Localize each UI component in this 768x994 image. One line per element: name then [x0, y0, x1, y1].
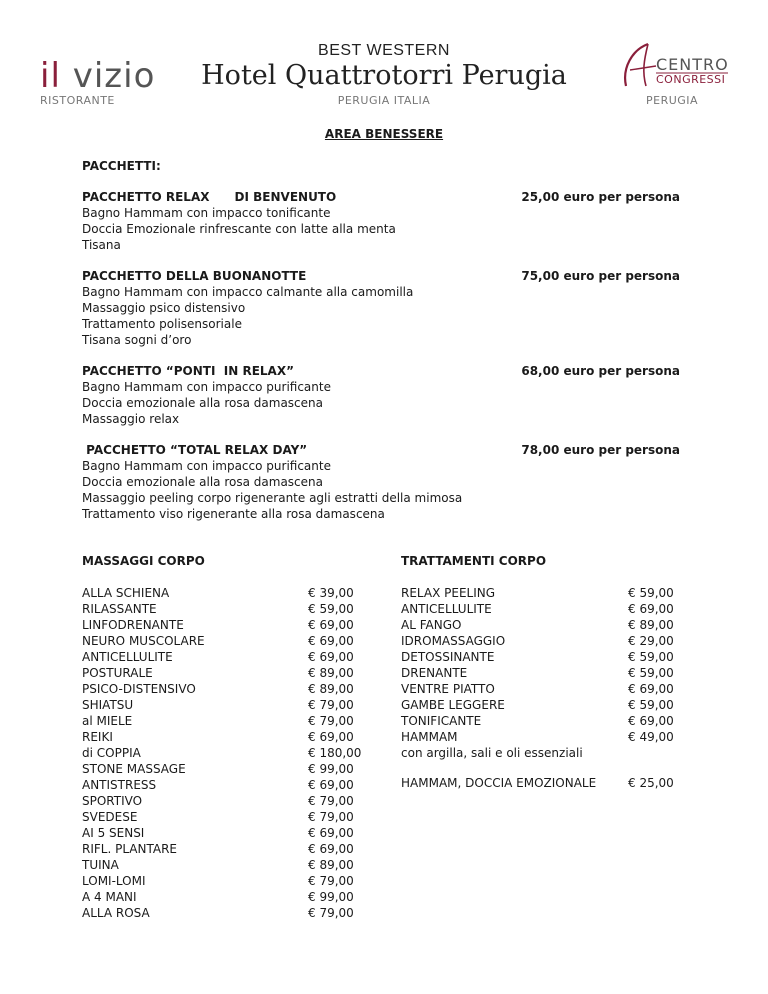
list-item: RELAX PEELING [401, 586, 496, 600]
list-item-price: € 89,00 [308, 858, 354, 872]
list-item: STONE MASSAGE [82, 762, 186, 776]
package-line: Doccia emozionale alla rosa damascena [82, 396, 323, 410]
list-item-price: € 69,00 [628, 602, 674, 616]
list-item-price: € 99,00 [308, 762, 354, 776]
list-item: AI 5 SENSI [82, 826, 145, 840]
list-item: TONIFICANTE [401, 714, 482, 728]
list-item-price: € 89,00 [308, 682, 354, 696]
package-line: Tisana sogni d’oro [82, 333, 192, 347]
trattamenti-heading: TRATTAMENTI CORPO [401, 554, 547, 568]
package-line: Trattamento viso rigenerante alla rosa damascena [82, 507, 385, 521]
logo-word: vizio [72, 56, 156, 96]
list-item: al MIELE [82, 714, 133, 728]
list-item-price: € 69,00 [308, 730, 354, 744]
list-item: A 4 MANI [82, 890, 137, 904]
list-item: ANTICELLULITE [401, 602, 492, 616]
list-item: AL FANGO [401, 618, 462, 632]
list-item: REIKI [82, 730, 113, 744]
trattamenti-prices [628, 585, 674, 745]
list-item-price: € 29,00 [628, 634, 674, 648]
package-relax [82, 189, 396, 253]
hammam-doccia-item: HAMMAM, DOCCIA EMOZIONALE [401, 776, 597, 790]
list-item: VENTRE PIATTO [401, 682, 495, 696]
list-item: RIFL. PLANTARE [82, 842, 178, 856]
list-item: HAMMAM [401, 730, 458, 744]
list-item-price: € 49,00 [628, 730, 674, 744]
list-item: DRENANTE [401, 666, 468, 680]
massaggi-names [82, 585, 205, 921]
list-item: GAMBE LEGGERE [401, 698, 505, 712]
package-line: Tisana [82, 238, 121, 252]
list-item-price: € 59,00 [628, 666, 674, 680]
list-item-price: € 69,00 [308, 778, 354, 792]
list-item-price: € 180,00 [308, 746, 362, 760]
list-item: di COPPIA [82, 746, 141, 760]
massaggi-prices [308, 585, 361, 921]
packages-label: PACCHETTI: [82, 159, 161, 173]
list-item: ANTISTRESS [82, 778, 157, 792]
package-buonanotte [82, 268, 413, 348]
package-name: PACCHETTO RELAX DI BENVENUTO [82, 190, 337, 204]
list-item-price: € 89,00 [308, 666, 354, 680]
list-item: TUINA [82, 858, 119, 872]
list-item-price: € 79,00 [308, 714, 354, 728]
package-name: PACCHETTO “TOTAL RELAX DAY” [82, 443, 308, 457]
package-line: Bagno Hammam con impacco calmante alla camomilla [82, 285, 414, 299]
list-item-price: € 79,00 [308, 698, 354, 712]
list-item-price: € 69,00 [628, 714, 674, 728]
list-item: IDROMASSAGGIO [401, 634, 506, 648]
list-item-price: € 59,00 [628, 586, 674, 600]
list-item-price: € 59,00 [628, 650, 674, 664]
congressi-label: CONGRESSI [656, 73, 726, 86]
list-item-price: € 79,00 [308, 810, 354, 824]
list-item: PSICO-DISTENSIVO [82, 682, 196, 696]
page-title: AREA BENESSERE [324, 127, 444, 141]
package-line: Massaggio psico distensivo [82, 301, 246, 315]
list-item-price: € 79,00 [308, 794, 354, 808]
congressi-location: PERUGIA [646, 94, 699, 107]
list-item: SVEDESE [82, 810, 138, 824]
list-item: ALLA SCHIENA [82, 586, 170, 600]
hotel-name: Hotel Quattrotorri Perugia [201, 60, 567, 91]
list-item-price: € 69,00 [308, 842, 354, 856]
logo-prefix: il [40, 56, 61, 96]
package-line: Bagno Hammam con impacco purificante [82, 380, 331, 394]
package-price: 25,00 euro per persona [521, 190, 680, 204]
package-price: 75,00 euro per persona [521, 269, 680, 283]
trattamenti-names [401, 585, 583, 761]
list-item: DETOSSINANTE [401, 650, 495, 664]
list-item-price: € 79,00 [308, 874, 354, 888]
list-item: SHIATSU [82, 698, 134, 712]
list-item-price: € 39,00 [308, 586, 354, 600]
package-name: PACCHETTO “PONTI IN RELAX” [82, 364, 294, 378]
package-line: Massaggio relax [82, 412, 180, 426]
list-item: ALLA ROSA [82, 906, 150, 920]
ristorante-label: RISTORANTE [40, 94, 115, 107]
package-price: 78,00 euro per persona [521, 443, 680, 457]
package-total-relax [82, 442, 462, 522]
list-item-price: € 99,00 [308, 890, 354, 904]
list-item-price: € 69,00 [308, 634, 354, 648]
list-item: LINFODRENANTE [82, 618, 184, 632]
centro-label: CENTRO [656, 55, 729, 74]
package-price: 68,00 euro per persona [521, 364, 680, 378]
list-item: LOMI-LOMI [82, 874, 146, 888]
package-line: Bagno Hammam con impacco tonificante [82, 206, 331, 220]
list-item-price: € 89,00 [628, 618, 674, 632]
list-item-price: € 59,00 [308, 602, 354, 616]
package-line: Trattamento polisensoriale [82, 317, 242, 331]
list-item: SPORTIVO [82, 794, 143, 808]
hammam-doccia-price: € 25,00 [628, 776, 674, 790]
list-item: ANTICELLULITE [82, 650, 173, 664]
list-item-price: € 69,00 [308, 826, 354, 840]
list-item-price: € 59,00 [628, 698, 674, 712]
package-line: Massaggio peeling corpo rigenerante agli estratti della mimosa [82, 491, 463, 505]
package-line: Doccia emozionale alla rosa damascena [82, 475, 323, 489]
package-line: Bagno Hammam con impacco purificante [82, 459, 331, 473]
package-name: PACCHETTO DELLA BUONANOTTE [82, 269, 307, 283]
list-item: NEURO MUSCOLARE [82, 634, 205, 648]
list-item-price: € 69,00 [628, 682, 674, 696]
brand-name: BEST WESTERN [318, 42, 450, 59]
hammam-note: con argilla, sali e oli essenziali [401, 746, 583, 760]
package-line: Doccia Emozionale rinfrescante con latte alla menta [82, 222, 396, 236]
list-item: RILASSANTE [82, 602, 157, 616]
massaggi-heading: MASSAGGI CORPO [82, 554, 205, 568]
list-item: POSTURALE [82, 666, 153, 680]
list-item-price: € 69,00 [308, 618, 354, 632]
package-ponti [82, 363, 331, 427]
list-item-price: € 69,00 [308, 650, 354, 664]
list-item-price: € 79,00 [308, 906, 354, 920]
hotel-location: PERUGIA ITALIA [337, 94, 431, 107]
